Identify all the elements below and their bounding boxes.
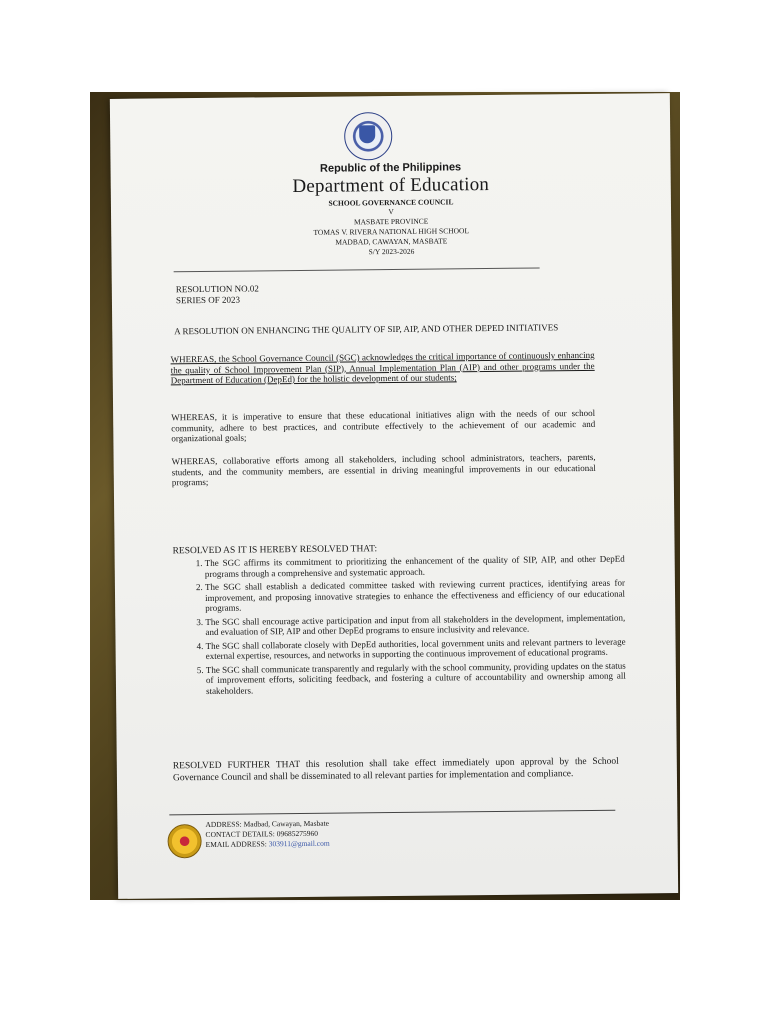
province-line: MASBATE PROVINCE (353, 216, 429, 227)
resolution-title: A RESOLUTION ON ENHANCING THE QUALITY OF SIP, AIP, AND OTHER DEPED INITIATIVES (174, 322, 559, 337)
resolution-document (110, 93, 678, 899)
footer-divider (169, 810, 615, 816)
list-item: 3. The SGC shall encourage active participation and input from all stakeholders in the development, implementation, and evaluation of SIP, AIP and other DepEd programs to ensure inclusivity and relevance. (205, 612, 625, 637)
list-item: 2. The SGC shall establish a dedicated committee tasked with reviewing current practices, identifying areas for improvement, and proposing innovative strategies to enhance the effectiveness and efficiency of our educational programs. (205, 578, 625, 614)
republic-heading: Republic of the Philippines (319, 161, 462, 175)
footer-contact (205, 819, 329, 850)
footer-address: ADDRESS: Madbad, Cawayan, Masbate (205, 818, 330, 829)
header-divider (174, 267, 540, 272)
resolved-list (187, 554, 626, 700)
resolved-further-paragraph: RESOLVED FURTHER THAT this resolution shall take effect immediately upon approval by the School Governance Council and shall be disseminated to all relevant parties for implementation and compliance. (172, 756, 619, 784)
region-line: V (388, 206, 394, 217)
department-heading: Department of Education (292, 173, 490, 198)
resolution-number: RESOLUTION NO.02 (175, 283, 259, 295)
letterhead (111, 159, 672, 260)
email-label: EMAIL ADDRESS: (205, 839, 267, 849)
footer-email-line (206, 839, 330, 850)
whereas-paragraph-3: WHEREAS, collaborative efforts among all stakeholders, including school administrators, teachers, parents, students, and the community members, are essential in driving meaningful improvements in our educational programs; (171, 451, 596, 488)
resolution-number-block (176, 283, 259, 306)
address-line: MADBAD, CAWAYAN, MASBATE (335, 236, 448, 247)
footer-contact-number: CONTACT DETAILS: 09685275960 (205, 828, 318, 839)
deped-seal-icon (344, 112, 393, 161)
list-item: 4. The SGC shall collaborate closely with DepEd authorities, local government units and relevant partners to leverage external expertise, resources, and networks in supporting the continuous improvement of educational programs. (206, 636, 626, 661)
resolved-heading: RESOLVED AS IT IS HEREBY RESOLVED THAT: (172, 544, 378, 557)
email-link[interactable]: 303911@gmail.com (268, 838, 330, 849)
list-item: 1. The SGC affirms its commitment to prioritizing the enhancement of the quality of SIP, AIP, and other DepEd programs through a comprehensive and systematic approach. (205, 554, 625, 579)
school-logo-icon (167, 824, 201, 858)
resolution-series: SERIES OF 2023 (175, 294, 241, 306)
list-item: 5. The SGC shall communicate transparently and regularly with the school community, providing updates on the status of improvement efforts, soliciting feedback, and fostering a culture of accountability and ownership among all stakeholders. (206, 660, 626, 696)
school-line: TOMAS V. RIVERA NATIONAL HIGH SCHOOL (313, 226, 470, 237)
whereas-paragraph-2: WHEREAS, it is imperative to ensure that these educational initiatives align with the needs of our school community, adhere to best practices, and contribute effectively to the achievement of our academic and organizational goals; (171, 407, 596, 444)
whereas-paragraph-1: WHEREAS, the School Governance Council (SGC) acknowledges the critical importance of continuously enhancing the quality of School Improvement Plan (SIP), Annual Implementation Plan (AIP) and other programs under the Department of Education (DepEd) for the holistic development of our students; (170, 349, 595, 386)
school-year-line: S/Y 2023-2026 (368, 246, 415, 257)
council-heading: SCHOOL GOVERNANCE COUNCIL (328, 197, 454, 208)
